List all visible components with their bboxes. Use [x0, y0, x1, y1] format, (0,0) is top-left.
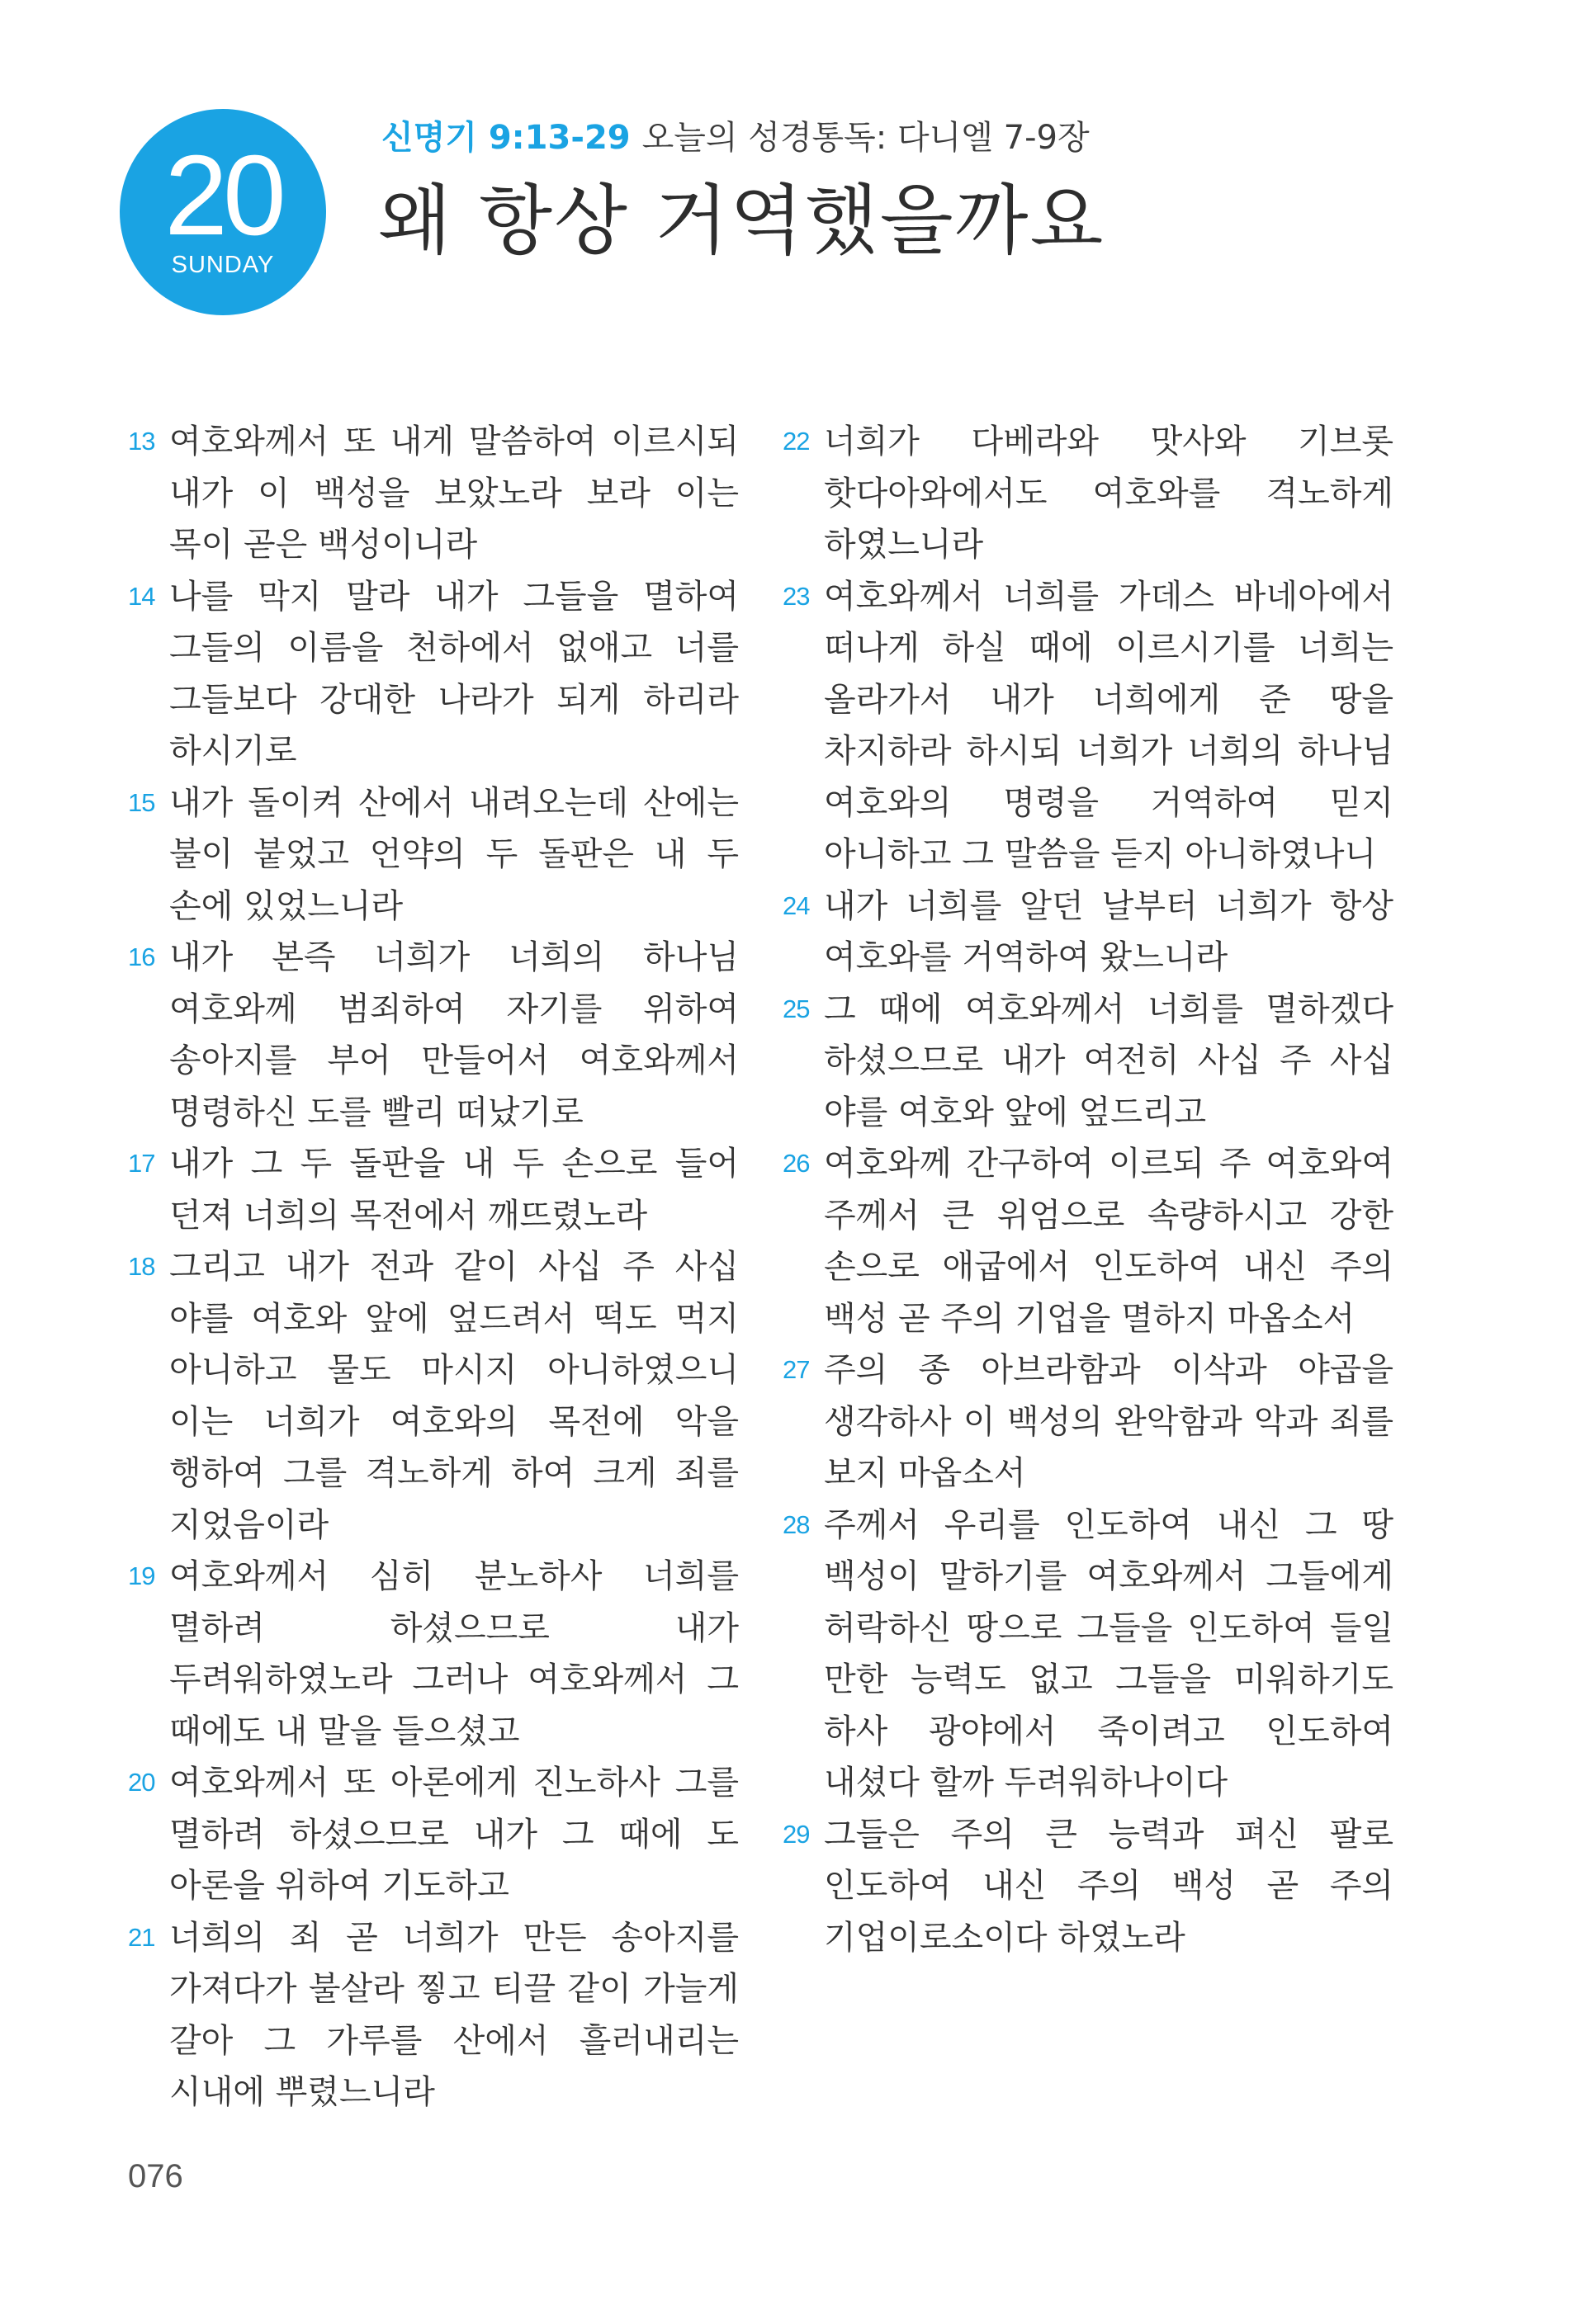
page-number: 076	[128, 2158, 183, 2194]
verse	[783, 571, 1393, 881]
verse	[783, 416, 1393, 571]
verse	[128, 1138, 739, 1241]
verse-number: 18	[128, 1252, 155, 1281]
verse-text: 여호와께 간구하여 이르되 주 여호와여 주께서 큰 위엄으로 속량하시고 강한 손으로 애굽에서 인도하여 내신 주의 백성 곧 주의 기업을 멸하지 마옵소서	[824, 1145, 1393, 1338]
verse	[783, 1500, 1393, 1809]
verse	[783, 1344, 1393, 1500]
verse	[128, 1757, 739, 1912]
verse-number: 22	[783, 427, 810, 456]
verse-text: 주께서 우리를 인도하여 내신 그 땅 백성이 말하기를 여호와께서 그들에게 허락하신 땅으로 그들을 인도하여 들일 만한 능력도 없고 그들을 미워하기도 하사 광야에서 죽이려고 인도하여 내셨다 할까 두려워하나이다	[824, 1505, 1393, 1802]
verse-number: 24	[783, 890, 810, 920]
verse	[128, 416, 739, 571]
verse-text: 여호와께서 또 아론에게 진노하사 그를 멸하려 하셨으므로 내가 그 때에 도 아론을 위하여 기도하고	[169, 1764, 739, 1905]
verse-text: 나를 막지 말라 내가 그들을 멸하여 그들의 이름을 천하에서 없애고 너를 그들보다 강대한 나라가 되게 하리라 하시기로	[169, 577, 739, 770]
verse-text: 주의 종 아브라함과 이삭과 야곱을 생각하사 이 백성의 완악함과 악과 죄를 보지 마옵소서	[824, 1351, 1393, 1492]
verse-text: 그리고 내가 전과 같이 사십 주 사십 야를 여호와 앞에 엎드려서 떡도 먹지 아니하고 물도 마시지 아니하였으니 이는 너희가 여호와의 목전에 악을 행하여 그를 격노하게 하여 크게 죄를 지었음이라	[169, 1248, 739, 1544]
verse-number: 23	[783, 581, 810, 611]
date-badge	[120, 109, 326, 315]
header-line	[381, 117, 1090, 158]
verse-number: 21	[128, 1922, 155, 1952]
verse-text: 너희의 죄 곧 너희가 만든 송아지를 가져다가 불살라 찧고 티끌 같이 가늘게 갈아 그 가루를 산에서 흘러내리는 시내에 뿌렸느니라	[169, 1918, 739, 2111]
reading-plan: 오늘의 성경통독: 다니엘 7-9장	[641, 119, 1090, 157]
verse-text: 내가 너희를 알던 날부터 너희가 항상 여호와를 거역하여 왔느니라	[824, 886, 1393, 976]
verse	[128, 1912, 739, 2119]
scripture-reference: 신명기 9:13-29	[381, 119, 631, 157]
verse-text: 내가 본즉 너희가 너희의 하나님 여호와께 범죄하여 자기를 위하여 송아지를 부어 만들어서 여호와께서 명령하신 도를 빨리 떠났기로	[169, 938, 739, 1131]
badge-day-number: 20	[164, 132, 282, 259]
verses-left-column	[128, 416, 739, 2119]
verse	[128, 932, 739, 1138]
verse-number: 27	[783, 1355, 810, 1384]
verse	[783, 1809, 1393, 1964]
verse-text: 내가 돌이켜 산에서 내려오는데 산에는 불이 붙었고 언약의 두 돌판은 내 두 손에 있었느니라	[169, 783, 739, 925]
verse	[128, 777, 739, 933]
verse-text: 여호와께서 심히 분노하사 너희를 멸하려 하셨으므로 내가 두려워하였노라 그러나 여호와께서 그 때에도 내 말을 들으셨고	[169, 1557, 739, 1750]
verse-text: 여호와께서 너희를 가데스 바네아에서 떠나게 하실 때에 이르시기를 너희는 올라가서 내가 너희에게 준 땅을 차지하라 하시되 너희가 너희의 하나님 여호와의 명령을 거역하여 믿지 아니하고 그 말씀을 듣지 아니하였나니	[824, 577, 1393, 873]
verse-number: 25	[783, 994, 810, 1023]
verse-number: 19	[128, 1561, 155, 1590]
verse-text: 그들은 주의 큰 능력과 펴신 팔로 인도하여 내신 주의 백성 곧 주의 기업이로소이다 하였노라	[824, 1815, 1393, 1957]
verse-number: 29	[783, 1819, 810, 1849]
verse	[783, 1138, 1393, 1344]
badge-weekday: SUNDAY	[171, 252, 275, 278]
verse-text: 내가 그 두 돌판을 내 두 손으로 들어 던져 너희의 목전에서 깨뜨렸노라	[169, 1145, 739, 1235]
verse	[128, 1241, 739, 1551]
verse-number: 26	[783, 1149, 810, 1178]
verse-text: 그 때에 여호와께서 너희를 멸하겠다 하셨으므로 내가 여전히 사십 주 사십 야를 여호와 앞에 엎드리고	[824, 990, 1393, 1131]
verse	[128, 571, 739, 777]
verse	[783, 881, 1393, 984]
page-title: 왜 항상 거역했을까요	[378, 177, 1105, 265]
verse-number: 20	[128, 1768, 155, 1797]
verse-number: 15	[128, 787, 155, 817]
verse-number: 13	[128, 427, 155, 456]
verse-number: 14	[128, 581, 155, 611]
verse-number: 28	[783, 1509, 810, 1539]
verse	[128, 1551, 739, 1757]
verse-text: 여호와께서 또 내게 말씀하여 이르시되 내가 이 백성을 보았노라 보라 이는 목이 곧은 백성이니라	[169, 423, 739, 564]
verse	[783, 984, 1393, 1139]
verses-right-column	[783, 416, 1393, 1963]
verse-number: 16	[128, 942, 155, 971]
verse-number: 17	[128, 1149, 155, 1178]
verse-text: 너희가 다베라와 맛사와 기브롯 핫다아와에서도 여호와를 격노하게 하였느니라	[824, 423, 1393, 564]
